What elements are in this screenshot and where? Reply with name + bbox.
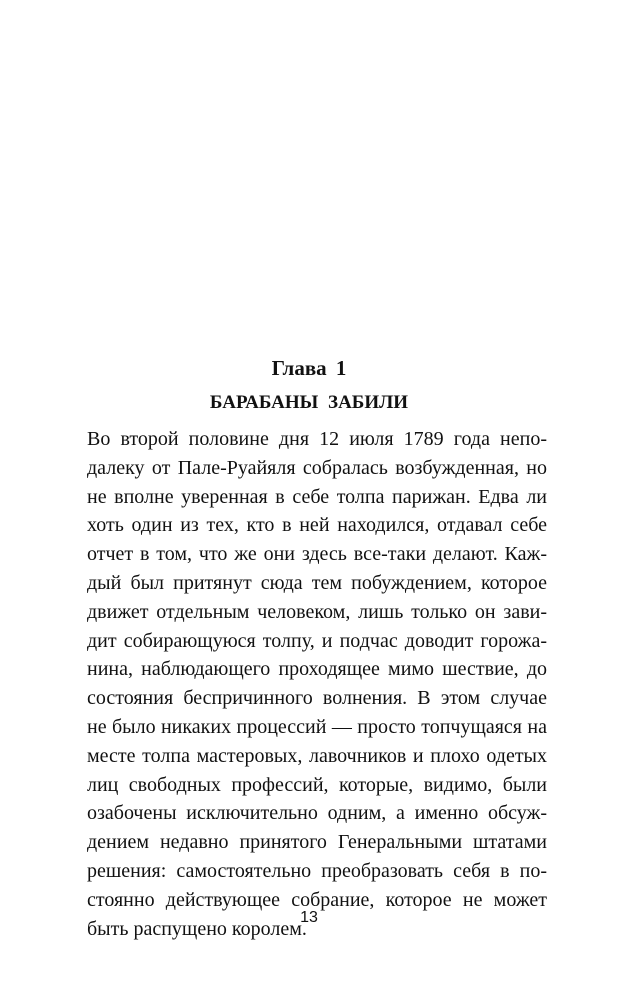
text-line: быть распущено королем. [87, 917, 307, 940]
text-line: не вполне уверенная в себе толпа парижан. Едва ли [87, 485, 547, 508]
chapter-title: БАРАБАНЫ ЗАБИЛИ [209, 392, 409, 413]
text-line: движет отдельным человеком, лишь только он зави- [87, 600, 547, 623]
text-line: не было никаких процессий — просто топчущаяся на [87, 715, 547, 738]
text-line: состояния беспричинного волнения. В этом случае [87, 687, 547, 710]
page-number: 13 [300, 909, 318, 926]
text-line: хоть один из тех, кто в ней находился, отдавал себе [87, 514, 547, 537]
text-line: далеку от Пале-Руайяля собралась возбужденная, но [87, 456, 547, 479]
text-line: Во второй половине дня 12 июля 1789 года непо- [87, 428, 547, 450]
text-line: отчет в том, что же они здесь все-таки делают. Каж- [87, 543, 547, 566]
text-line: дый был притянут сюда тем побуждением, которое [87, 571, 547, 594]
text-line: месте толпа мастеровых, лавочников и плохо одетых [87, 744, 547, 767]
text-line: дением недавно принятого Генеральными штатами [87, 831, 547, 854]
text-line: озабочены исключительно одним, а именно обсуж- [87, 802, 547, 825]
chapter-body-text [87, 425, 547, 943]
text-line: дит собирающуюся толпу, и подчас доводит горожа- [87, 629, 547, 652]
text-line: стоянно действующее собрание, которое не может [87, 888, 547, 911]
text-line: лиц свободных профессий, которые, видимо, были [87, 773, 547, 796]
text-line: нина, наблюдающего проходящее мимо шествие, до [87, 658, 547, 681]
text-line: решения: самостоятельно преобразовать себя в по- [87, 859, 547, 882]
chapter-number: Глава 1 [271, 356, 347, 380]
